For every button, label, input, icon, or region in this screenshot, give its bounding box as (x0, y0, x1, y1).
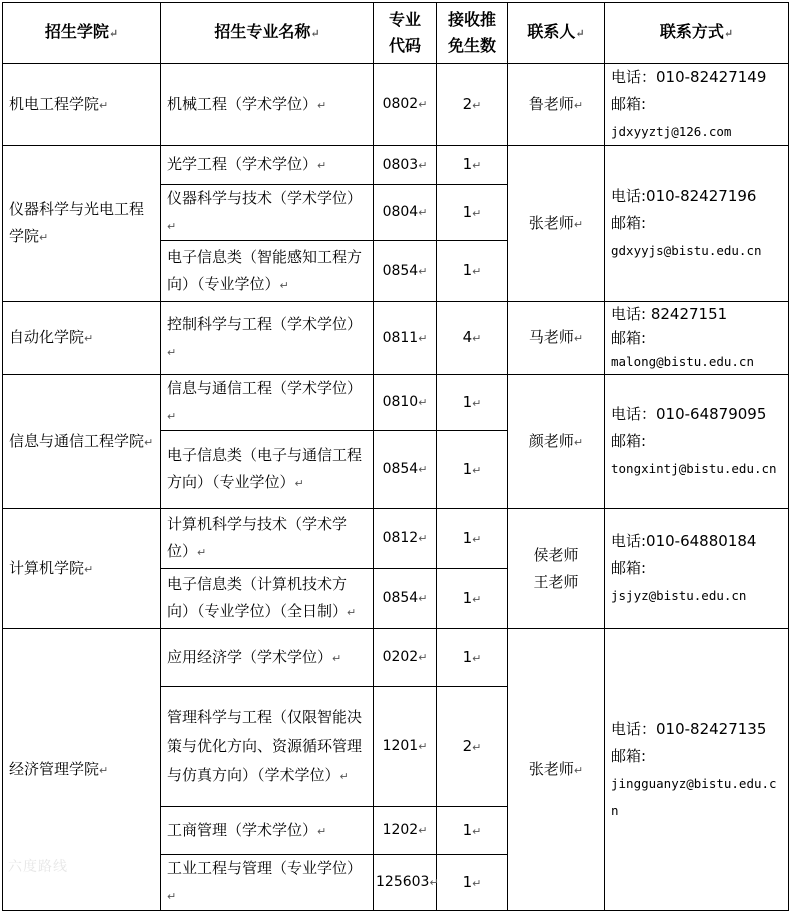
email-link[interactable]: tongxintj@bistu.edu.cn (611, 461, 777, 476)
major-cell: 仪器科学与技术（学术学位）↵ (161, 185, 374, 241)
code-cell: 125603↵ (374, 855, 437, 911)
person-cell: 鲁老师↵ (508, 64, 605, 146)
person-cell: 侯老师 王老师 (508, 509, 605, 629)
contact-cell: 电话：010-82427135 邮箱: jingguanyz@bistu.edu.cn (605, 629, 789, 911)
code-cell: 1201↵ (374, 687, 437, 807)
quota-cell: 2↵ (437, 64, 508, 146)
code-cell: 0803↵ (374, 146, 437, 185)
college-cell: 自动化学院↵ (3, 302, 161, 375)
major-cell: 电子信息类（智能感知工程方向）（专业学位）↵ (161, 241, 374, 302)
table-row (3, 64, 789, 146)
college-cell: 机电工程学院↵ (3, 64, 161, 146)
admissions-table (2, 2, 789, 911)
code-cell: 0854↵ (374, 241, 437, 302)
major-cell: 工业工程与管理（专业学位）↵ (161, 855, 374, 911)
contact-cell: 电话：010-82427149 邮箱: jdxyyztj@126.com (605, 64, 789, 146)
header-code: 专业代码 (374, 3, 437, 64)
email-link[interactable]: jsjyz@bistu.edu.cn (611, 588, 747, 603)
major-cell: 电子信息类（计算机技术方向）（专业学位）（全日制）↵ (161, 569, 374, 629)
code-cell: 0810↵ (374, 375, 437, 431)
code-cell: 0854↵ (374, 431, 437, 509)
quota-cell: 4↵ (437, 302, 508, 375)
major-cell: 光学工程（学术学位）↵ (161, 146, 374, 185)
quota-cell: 1↵ (437, 509, 508, 569)
header-contact-person: 联系人↵ (508, 3, 605, 64)
code-cell: 0804↵ (374, 185, 437, 241)
person-cell: 张老师↵ (508, 629, 605, 911)
contact-cell: 电话:010-82427196 邮箱: gdxyyjs@bistu.edu.cn (605, 146, 789, 302)
college-cell: 计算机学院↵ (3, 509, 161, 629)
contact-cell: 电话：010-64879095 邮箱: tongxintj@bistu.edu.cn (605, 375, 789, 509)
code-cell: 1202↵ (374, 807, 437, 855)
contact-cell: 电话: 82427151 邮箱: malong@bistu.edu.cn (605, 302, 789, 375)
quota-cell: 1↵ (437, 807, 508, 855)
quota-cell: 1↵ (437, 146, 508, 185)
quota-cell: 1↵ (437, 629, 508, 687)
table-row (3, 302, 789, 375)
quota-cell: 1↵ (437, 241, 508, 302)
major-cell: 管理科学与工程（仅限智能决策与优化方向、资源循环管理与仿真方向）（学术学位）↵ (161, 687, 374, 807)
email-link[interactable]: jingguanyz@bistu.edu.cn (611, 775, 777, 818)
code-cell: 0202↵ (374, 629, 437, 687)
email-link[interactable]: jdxyyztj@126.com (611, 124, 732, 139)
major-cell: 机械工程（学术学位）↵ (161, 64, 374, 146)
major-cell: 电子信息类（电子与通信工程方向）（专业学位）↵ (161, 431, 374, 509)
code-cell: 0811↵ (374, 302, 437, 375)
table-row (3, 146, 789, 185)
header-college: 招生学院↵ (3, 3, 161, 64)
person-cell: 颜老师↵ (508, 375, 605, 509)
email-link[interactable]: gdxyyjs@bistu.edu.cn (611, 243, 762, 258)
header-quota: 接收推免生数 (437, 3, 508, 64)
quota-cell: 1↵ (437, 855, 508, 911)
major-cell: 工商管理（学术学位）↵ (161, 807, 374, 855)
person-cell: 马老师↵ (508, 302, 605, 375)
code-cell: 0854↵ (374, 569, 437, 629)
table-row (3, 629, 789, 687)
email-link[interactable]: malong@bistu.edu.cn (611, 354, 754, 369)
quota-cell: 2↵ (437, 687, 508, 807)
header-row (3, 3, 789, 64)
table-row (3, 375, 789, 431)
college-cell: 仪器科学与光电工程学院↵ (3, 146, 161, 302)
person-cell: 张老师↵ (508, 146, 605, 302)
college-cell: 经济管理学院↵ (3, 629, 161, 911)
college-cell: 信息与通信工程学院↵ (3, 375, 161, 509)
quota-cell: 1↵ (437, 375, 508, 431)
quota-cell: 1↵ (437, 431, 508, 509)
code-cell: 0812↵ (374, 509, 437, 569)
header-major: 招生专业名称↵ (161, 3, 374, 64)
major-cell: 控制科学与工程（学术学位）↵ (161, 302, 374, 375)
quota-cell: 1↵ (437, 185, 508, 241)
major-cell: 应用经济学（学术学位）↵ (161, 629, 374, 687)
table-row (3, 509, 789, 569)
watermark: 六度路线 (8, 859, 68, 875)
quota-cell: 1↵ (437, 569, 508, 629)
major-cell: 计算机科学与技术（学术学位）↵ (161, 509, 374, 569)
major-cell: 信息与通信工程（学术学位）↵ (161, 375, 374, 431)
contact-cell: 电话:010-64880184 邮箱: jsjyz@bistu.edu.cn (605, 509, 789, 629)
header-contact-info: 联系方式↵ (605, 3, 789, 64)
code-cell: 0802↵ (374, 64, 437, 146)
